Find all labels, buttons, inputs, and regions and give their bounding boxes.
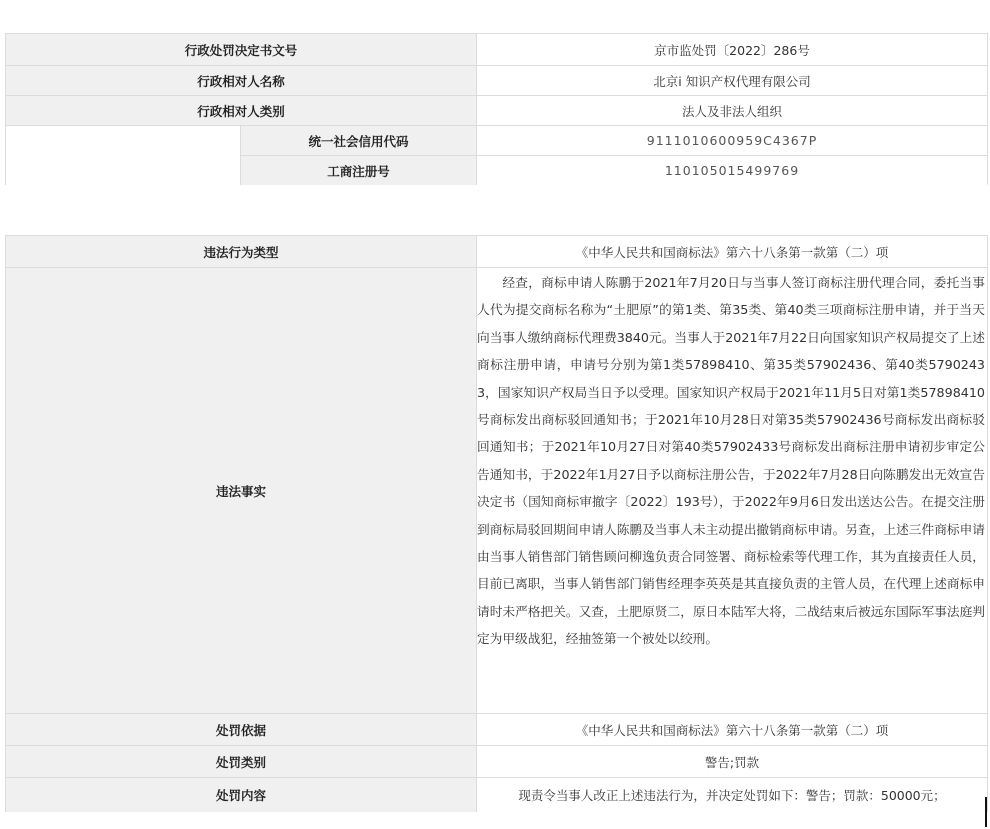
table-row: [6, 268, 988, 714]
counterparty-type-label: 行政相对人类别: [6, 96, 477, 126]
facts-cell: [477, 268, 988, 714]
decision-number-value: 京市监处罚〔2022〕286号: [477, 34, 988, 66]
table-row: [6, 714, 988, 746]
table-row: [6, 236, 988, 268]
violation-type-label: 违法行为类型: [6, 236, 477, 268]
table-row: [6, 778, 988, 813]
registration-number-label: 工商注册号: [241, 156, 477, 186]
text-cursor-mark: [985, 797, 987, 827]
counterparty-name-label: 行政相对人名称: [6, 66, 477, 96]
table-row: [6, 96, 988, 126]
counterparty-name-value: 北京i 知识产权代理有限公司: [477, 66, 988, 96]
credit-code-value: 9111010600959C4367P: [477, 126, 988, 156]
indent-spacer: [6, 126, 241, 186]
decision-number-label: 行政处罚决定书文号: [6, 34, 477, 66]
table-row: [6, 66, 988, 96]
basis-value: 《中华人民共和国商标法》第六十八条第一款第（二）项: [477, 714, 988, 746]
table-row: [6, 34, 988, 66]
table-row: [6, 746, 988, 778]
content-label: 处罚内容: [6, 778, 477, 813]
penalty-details-table: [5, 235, 988, 812]
violation-type-value: 《中华人民共和国商标法》第六十八条第一款第（二）项: [477, 236, 988, 268]
facts-label: 违法事实: [6, 268, 477, 714]
basic-info-table: [5, 33, 988, 186]
category-label: 处罚类别: [6, 746, 477, 778]
table-row: [6, 126, 988, 156]
facts-text: 经查，商标申请人陈鹏于2021年7月20日与当事人签订商标注册代理合同，委托当事人代为提交商标名称为“土肥原”的第1类、第35类、第40类三项商标注册申请，并于当天向当事人缴纳商标代理费3840元。当事人于2021年7月22日向国家知识产权局提交了上述商标注册申请，申请号分别为第1类57898410、第35类57902436、第40类57902433，国家知识产权局当日予以受理。国家知识产权局于2021年11月5日对第1类57898410号商标发出商标驳回通知书；于2021年10月28日对第35类57902436号商标发出商标驳回通知书；于2021年10月27日对第40类57902433号商标发出商标注册申请初步审定公告通知书，于2022年1月27日予以商标注册公告，于2022年7月28日向陈鹏发出无效宣告决定书（国知商标审撤字〔2022〕193号），于2022年9月6日发出送达公告。在提交注册到商标局驳回期间申请人陈鹏及当事人未主动提出撤销商标申请。另查，上述三件商标申请由当事人销售部门销售顾问柳逸负责合同签署、商标检索等代理工作，其为直接责任人员，目前已离职，当事人销售部门销售经理李英英是其直接负责的主管人员，在代理上述商标申请时未严格把关。又查，土肥原贤二，原日本陆军大将，二战结束后被远东国际军事法庭判定为甲级战犯，经抽签第一个被处以绞刑。: [477, 275, 985, 647]
registration-number-value: 110105015499769: [477, 156, 988, 186]
counterparty-type-value: 法人及非法人组织: [477, 96, 988, 126]
basis-label: 处罚依据: [6, 714, 477, 746]
category-value: 警告;罚款: [477, 746, 988, 778]
content-value: 现责令当事人改正上述违法行为，并决定处罚如下：警告；罚款：50000元；: [477, 778, 988, 813]
credit-code-label: 统一社会信用代码: [241, 126, 477, 156]
